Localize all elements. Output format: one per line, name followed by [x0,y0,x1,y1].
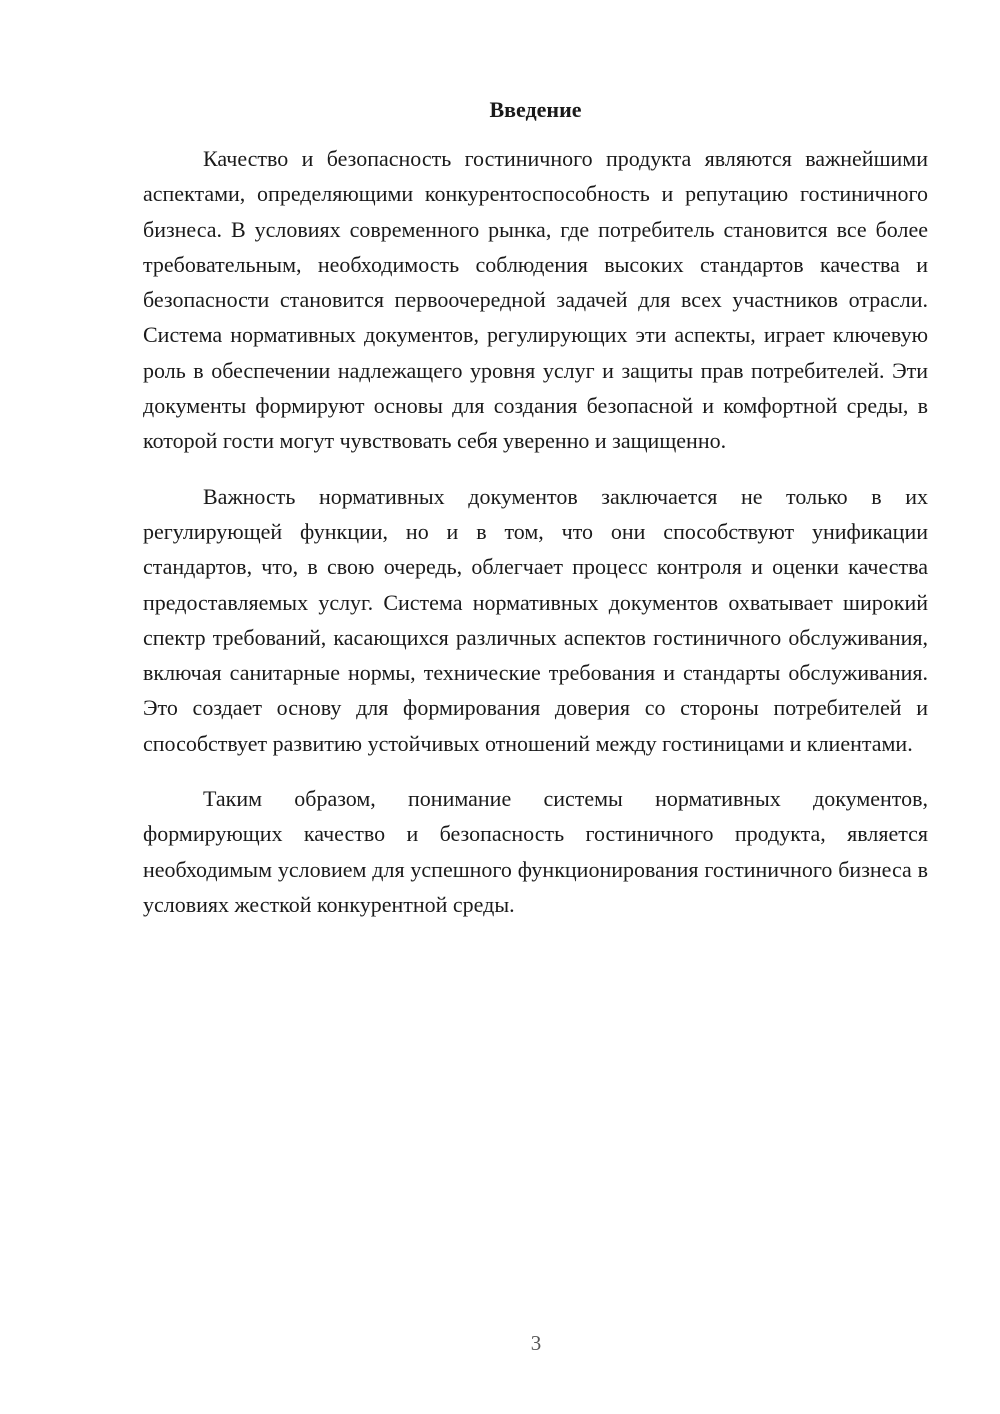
section-heading: Введение [489,97,582,122]
paragraph-3: Таким образом, понимание системы нормативных документов, формирующих качество и безопасность гостиничного продукта, является необходимым условием для успешного функционирования гостиничного бизнеса в условиях жесткой конкурентной среды. [143,786,928,917]
page-content [143,92,928,942]
paragraph-1: Качество и безопасность гостиничного продукта являются важнейшими аспектами, определяющими конкурентоспособность и репутацию гостиничного бизнеса. В условиях современного рынка, где потребитель становится все более требовательным, необходимость соблюдения высоких стандартов качества и безопасности становится первоочередной задачей для всех участников отрасли. Система нормативных документов, регулирующих эти аспекты, играет ключевую роль в обеспечении надлежащего уровня услуг и защиты прав потребителей. Эти документы формируют основы для создания безопасной и комфортной среды, в которой гости могут чувствовать себя уверенно и защищенно. [143,146,928,454]
paragraph-2: Важность нормативных документов заключается не только в их регулирующей функции, но и в том, что они способствуют унификации стандартов, что, в свою очередь, облегчает процесс контроля и оценки качества предоставляемых услуг. Система нормативных документов охватывает широкий спектр требований, касающихся различных аспектов гостиничного обслуживания, включая санитарные нормы, технические требования и стандарты обслуживания. Это создает основу для формирования доверия со стороны потребителей и способствует развитию устойчивых отношений между гостиницами и клиентами. [143,483,928,756]
page-number: 3 [530,1331,542,1355]
